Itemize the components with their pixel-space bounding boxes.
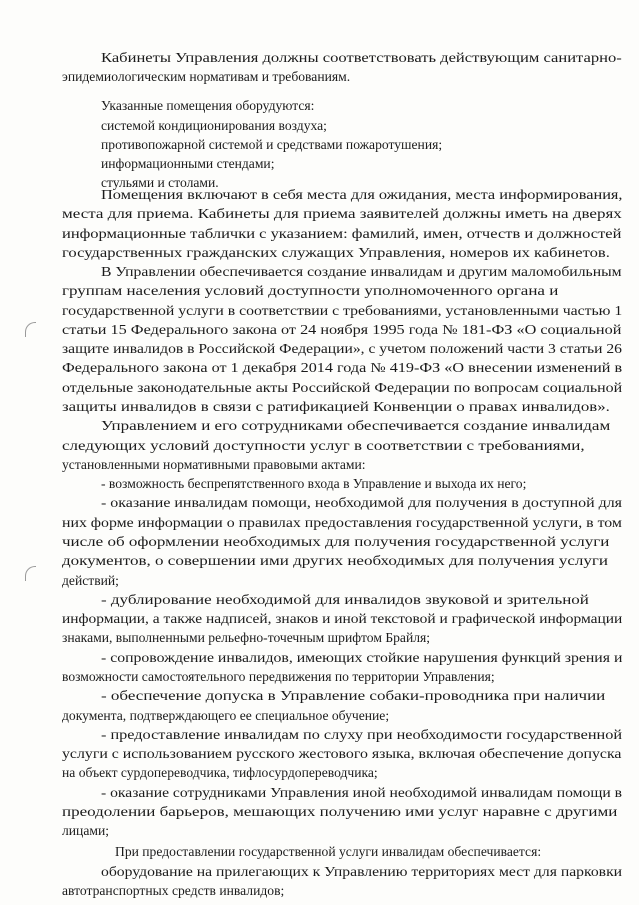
text-line: установленными нормативными правовыми актами:	[62, 456, 366, 472]
text-line: информационные таблички с указанием: фамилий, имен, отчеств и должностей	[62, 225, 622, 241]
text-line: стульями и столами.	[101, 175, 219, 191]
punch-hole-mark	[25, 566, 36, 581]
text-line: отдельные законодательные акты Российской Федерации по вопросам социальной	[62, 379, 623, 395]
text-line: группам населения условий доступности уполномоченного органа и	[62, 283, 559, 299]
text-line: следующих условий доступности услуг в соответствии с требованиями,	[62, 437, 585, 453]
text-line: государственной услуги в соответствии с требованиями, установленными частью 1	[62, 302, 623, 318]
text-line: преодолении барьеров, мешающих получению ими услуг наравне с другими	[62, 803, 618, 819]
text-line: возможности самостоятельного передвижения по территории Управления;	[62, 669, 495, 684]
text-line: лицами;	[62, 823, 110, 839]
text-line: статьи 15 Федерального закона от 24 ноября 1995 года № 181-ФЗ «О социальной	[62, 321, 622, 337]
text-line: - обеспечение допуска в Управление собаки-проводника при наличии	[101, 688, 606, 704]
text-line: эпидемиологическим нормативам и требованиям.	[62, 69, 351, 85]
text-line: защиты инвалидов в связи с ратификацией Конвенции о правах инвалидов».	[62, 399, 610, 414]
text-line: В Управлении обеспечивается создание инвалидам и другим маломобильным	[101, 264, 622, 279]
text-line: Федерального закона от 1 декабря 2014 года № 419-ФЗ «О внесении изменений в	[62, 360, 623, 376]
text-line: автотранспортных средств инвалидов;	[62, 883, 285, 898]
text-line: - предоставление инвалидам по слуху при необходимости государственной	[101, 726, 623, 742]
text-line: защите инвалидов в Российской Федерации», с учетом положений части 3 статьи 26	[62, 341, 622, 357]
text-line: них форме информации о правилах предоставления государственной услуги, в том	[62, 514, 622, 530]
text-line: документов, о совершении ими других необходимых для получения услуги	[62, 553, 608, 569]
text-line: - сопровождение инвалидов, имеющих стойкие нарушения функций зрения и	[101, 649, 623, 665]
text-line: - дублирование необходимой для инвалидов звуковой и зрительной	[101, 591, 589, 607]
text-line: Указанные помещения оборудуются:	[101, 98, 315, 114]
text-line: государственных гражданских служащих Управления, номеров их кабинетов.	[62, 244, 610, 260]
text-line: действий;	[62, 572, 119, 588]
text-line: - оказание инвалидам помощи, необходимой для получения в доступной для	[101, 495, 623, 511]
text-line: - оказание сотрудниками Управления иной необходимой инвалидам помощи в	[101, 784, 623, 800]
text-line: услуги с использованием русского жестового языка, включая обеспечение допуска	[62, 746, 622, 762]
text-line: информационными стендами;	[101, 156, 275, 172]
text-line: места для приема. Кабинеты для приема заявителей должны иметь на дверях	[62, 206, 622, 222]
text-line: - возможность беспрепятственного входа в Управление и выхода их него;	[101, 476, 527, 492]
text-line: знаками, выполненными рельефно-точечным шрифтом Брайля;	[62, 630, 431, 646]
text-line: на объект сурдопереводчика, тифлосурдопереводчика;	[62, 765, 378, 781]
text-line: Помещения включают в себя места для ожидания, места информирования,	[101, 186, 623, 202]
text-line: Кабинеты Управления должны соответствовать действующим санитарно-	[101, 50, 622, 65]
punch-hole-mark	[25, 322, 36, 337]
text-line: противопожарной системой и средствами пожаротушения;	[101, 136, 443, 152]
text-line: информации, а также надписей, знаков и иной текстовой и графической информации	[62, 611, 623, 627]
text-line: системой кондиционирования воздуха;	[101, 117, 327, 133]
text-line: числе об оформлении необходимых для получения государственной услуги	[62, 534, 610, 549]
text-line: оборудование на прилегающих к Управлению территориях мест для парковки	[101, 863, 623, 879]
text-line: документа, подтверждающего ее специальное обучение;	[62, 707, 390, 723]
text-line: При предоставлении государственной услуги инвалидам обеспечивается:	[115, 844, 542, 860]
text-line: Управлением и его сотрудниками обеспечивается создание инвалидам	[101, 418, 611, 434]
